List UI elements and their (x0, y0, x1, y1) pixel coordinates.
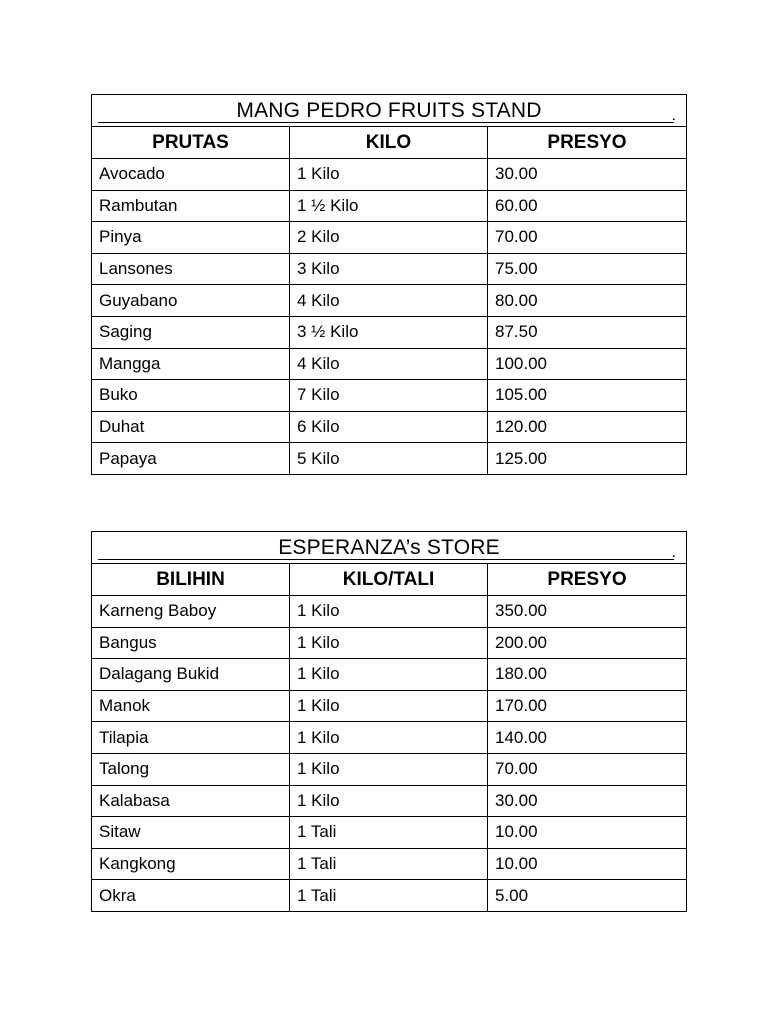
table-title: ESPERANZA’s STORE (278, 535, 500, 559)
table-cell: 6 Kilo (290, 411, 488, 443)
title-suffix: . (671, 107, 676, 124)
table-cell: 30.00 (488, 785, 687, 817)
table-cell: 5.00 (488, 880, 687, 912)
title-suffix: . (671, 544, 677, 561)
table-row (92, 443, 687, 475)
table-row (92, 596, 687, 628)
table-cell: Mangga (92, 348, 290, 380)
column-header: BILIHIN (92, 564, 290, 596)
table-cell: Bangus (92, 627, 290, 659)
table-cell: Saging (92, 316, 290, 348)
table-cell: 1 Kilo (290, 627, 488, 659)
table-cell: 70.00 (488, 753, 687, 785)
table-cell: Kalabasa (92, 785, 290, 817)
table-row (92, 411, 687, 443)
table-cell: 105.00 (488, 380, 687, 412)
fruits-stand-table (91, 94, 687, 475)
table-cell: Avocado (92, 159, 290, 191)
table-row (92, 159, 687, 191)
table-cell: 1 Kilo (290, 785, 488, 817)
table-row (92, 380, 687, 412)
table-row (92, 722, 687, 754)
column-header: PRESYO (488, 127, 687, 159)
table-row (92, 848, 687, 880)
table-cell: 1 Kilo (290, 659, 488, 691)
table-cell: 125.00 (488, 443, 687, 475)
table-cell: 200.00 (488, 627, 687, 659)
table-cell: 87.50 (488, 316, 687, 348)
table-cell: Papaya (92, 443, 290, 475)
title-row (92, 532, 687, 564)
table-row (92, 659, 687, 691)
table-cell: Duhat (92, 411, 290, 443)
table-cell: 140.00 (488, 722, 687, 754)
table-cell: Sitaw (92, 817, 290, 849)
table-row (92, 348, 687, 380)
table-cell: 170.00 (488, 690, 687, 722)
column-header: PRESYO (488, 564, 687, 596)
table-row (92, 627, 687, 659)
table-cell: 80.00 (488, 285, 687, 317)
table-cell: 4 Kilo (290, 348, 488, 380)
table-row (92, 316, 687, 348)
table-cell: 1 Kilo (290, 159, 488, 191)
table-cell: 4 Kilo (290, 285, 488, 317)
title-underline (98, 559, 674, 560)
table-row (92, 753, 687, 785)
table-cell: 75.00 (488, 253, 687, 285)
column-header: PRUTAS (92, 127, 290, 159)
table-cell: 5 Kilo (290, 443, 488, 475)
table-cell: Guyabano (92, 285, 290, 317)
table-cell: 100.00 (488, 348, 687, 380)
table-cell: Talong (92, 753, 290, 785)
title-cell (92, 95, 687, 127)
table-cell: 1 Tali (290, 848, 488, 880)
table-row (92, 690, 687, 722)
table-cell: 1 Kilo (290, 690, 488, 722)
column-header: KILO/TALI (290, 564, 488, 596)
table-cell: 3 Kilo (290, 253, 488, 285)
table-cell: 7 Kilo (290, 380, 488, 412)
title-underline (98, 122, 674, 123)
table-row (92, 253, 687, 285)
table-cell: Dalagang Bukid (92, 659, 290, 691)
table-cell: 1 Tali (290, 817, 488, 849)
table-cell: 350.00 (488, 596, 687, 628)
table-cell: 70.00 (488, 222, 687, 254)
title-cell (92, 532, 687, 564)
table-title: MANG PEDRO FRUITS STAND (236, 98, 542, 122)
table-cell: Lansones (92, 253, 290, 285)
table-row (92, 880, 687, 912)
table-cell: Okra (92, 880, 290, 912)
table-body (92, 95, 687, 475)
table-body (92, 532, 687, 912)
table-cell: 10.00 (488, 848, 687, 880)
table-cell: 10.00 (488, 817, 687, 849)
table-cell: 60.00 (488, 190, 687, 222)
table-cell: 2 Kilo (290, 222, 488, 254)
table-cell: 1 Kilo (290, 753, 488, 785)
table-cell: Tilapia (92, 722, 290, 754)
table-cell: Kangkong (92, 848, 290, 880)
table-cell: 180.00 (488, 659, 687, 691)
table-cell: Buko (92, 380, 290, 412)
esperanza-store-table (91, 531, 687, 912)
header-row (92, 564, 687, 596)
table-cell: 3 ½ Kilo (290, 316, 488, 348)
table-cell: Rambutan (92, 190, 290, 222)
title-row (92, 95, 687, 127)
table-row (92, 285, 687, 317)
table-row (92, 785, 687, 817)
table-cell: 1 Kilo (290, 722, 488, 754)
header-row (92, 127, 687, 159)
table-cell: 30.00 (488, 159, 687, 191)
table-cell: Pinya (92, 222, 290, 254)
column-header: KILO (290, 127, 488, 159)
table-row (92, 190, 687, 222)
table-cell: 120.00 (488, 411, 687, 443)
table-cell: 1 Kilo (290, 596, 488, 628)
table-cell: 1 Tali (290, 880, 488, 912)
table-cell: Karneng Baboy (92, 596, 290, 628)
table-row (92, 222, 687, 254)
table-row (92, 817, 687, 849)
table-cell: 1 ½ Kilo (290, 190, 488, 222)
table-cell: Manok (92, 690, 290, 722)
